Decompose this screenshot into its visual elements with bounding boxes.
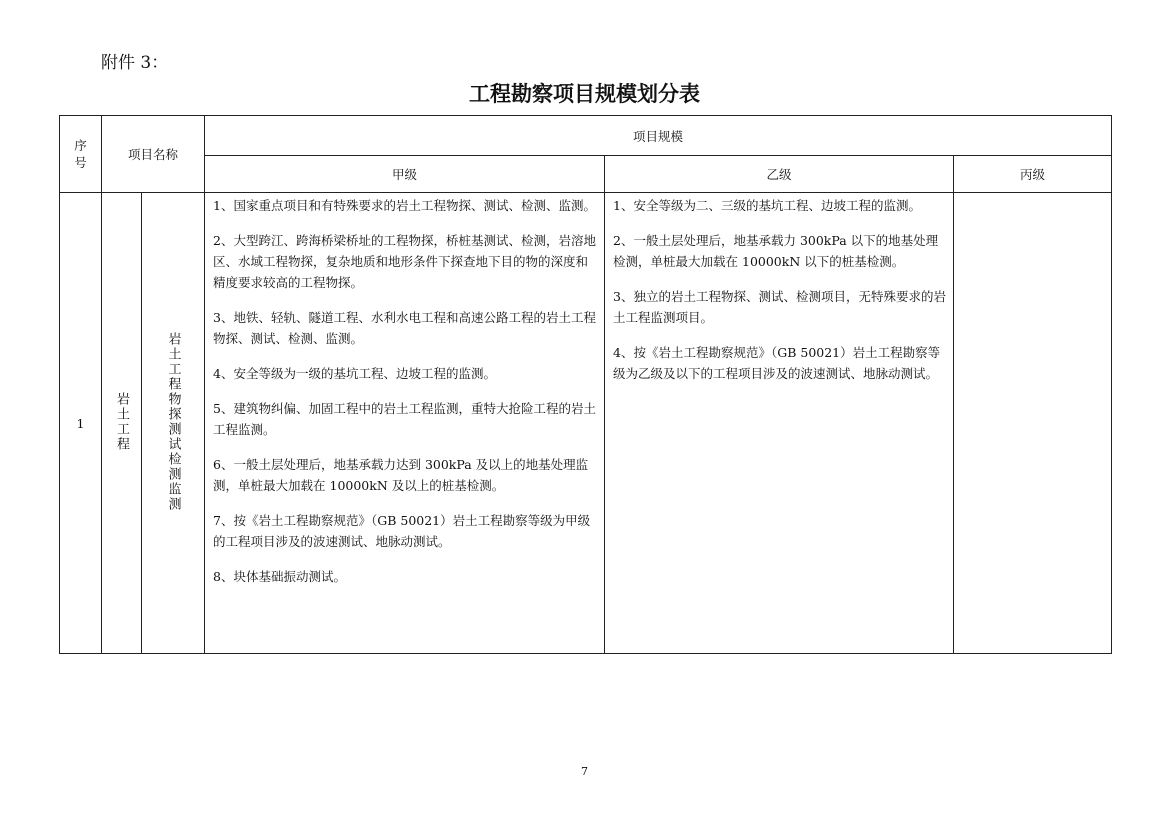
header-row-1 bbox=[60, 116, 1112, 156]
header-no bbox=[60, 116, 102, 193]
grade-a-item: 4、安全等级为一级的基坑工程、边坡工程的监测。 bbox=[213, 366, 496, 381]
grade-a-item: 1、国家重点项目和有特殊要求的岩土工程物探、测试、检测、监测。 bbox=[213, 198, 596, 213]
grade-b-item: 2、一般土层处理后，地基承载力 300kPa 以下的地基处理检测，单桩最大加载在 10000kN 以下的桩基检测。 bbox=[613, 233, 939, 269]
header-grade-b: 乙级 bbox=[605, 156, 954, 193]
header-scale: 项目规模 bbox=[205, 116, 1112, 156]
row-subcategory-cell bbox=[142, 193, 205, 654]
header-no-text: 序号 bbox=[74, 138, 87, 170]
grade-a-item: 5、建筑物纠偏、加固工程中的岩土工程监测，重特大抢险工程的岩土工程监测。 bbox=[213, 401, 596, 437]
grade-a-item: 6、一般土层处理后，地基承载力达到 300kPa 及以上的地基处理监测，单桩最大加载在 10000kN 及以上的桩基检测。 bbox=[213, 457, 589, 493]
document-title: 工程勘察项目规模划分表 bbox=[469, 82, 700, 106]
header-grade-a: 甲级 bbox=[205, 156, 605, 193]
row-no: 1 bbox=[60, 193, 102, 654]
header-project-name: 项目名称 bbox=[102, 116, 205, 193]
grade-b-item: 3、独立的岩土工程物探、测试、检测项目，无特殊要求的岩土工程监测项目。 bbox=[613, 289, 946, 325]
attachment-label: 附件 3： bbox=[101, 53, 169, 73]
grade-b-item: 4、按《岩土工程勘察规范》（GB 50021）岩土工程勘察等级为乙级及以下的工程项目涉及的波速测试、地脉动测试。 bbox=[613, 345, 941, 381]
grade-b-item: 1、安全等级为二、三级的基坑工程、边坡工程的监测。 bbox=[613, 198, 921, 213]
header-grade-c: 丙级 bbox=[954, 156, 1112, 193]
grade-a-item: 3、地铁、轻轨、隧道工程、水利水电工程和高速公路工程的岩土工程物探、测试、检测、监测。 bbox=[213, 310, 596, 346]
grade-a-item: 8、块体基础振动测试。 bbox=[213, 569, 346, 584]
grade-b-cell bbox=[605, 193, 954, 654]
grade-a-item: 7、按《岩土工程勘察规范》（GB 50021）岩土工程勘察等级为甲级的工程项目涉及的波速测试、地脉动测试。 bbox=[213, 513, 591, 549]
page-number: 7 bbox=[581, 765, 588, 778]
grade-a-item: 2、大型跨江、跨海桥梁桥址的工程物探，桥桩基测试、检测，岩溶地区、水域工程物探，复杂地质和地形条件下探查地下目的物的深度和精度要求较高的工程物探。 bbox=[213, 233, 596, 290]
table-row bbox=[60, 193, 1112, 654]
row-subcategory: 岩土工程物探测试检测监测 bbox=[165, 331, 181, 512]
header-row-2 bbox=[60, 156, 1112, 193]
row-category-cell bbox=[102, 193, 142, 654]
project-scale-table bbox=[59, 115, 1112, 654]
row-category: 岩土工程 bbox=[114, 391, 129, 452]
grade-c-cell bbox=[954, 193, 1112, 654]
grade-a-cell bbox=[205, 193, 605, 654]
